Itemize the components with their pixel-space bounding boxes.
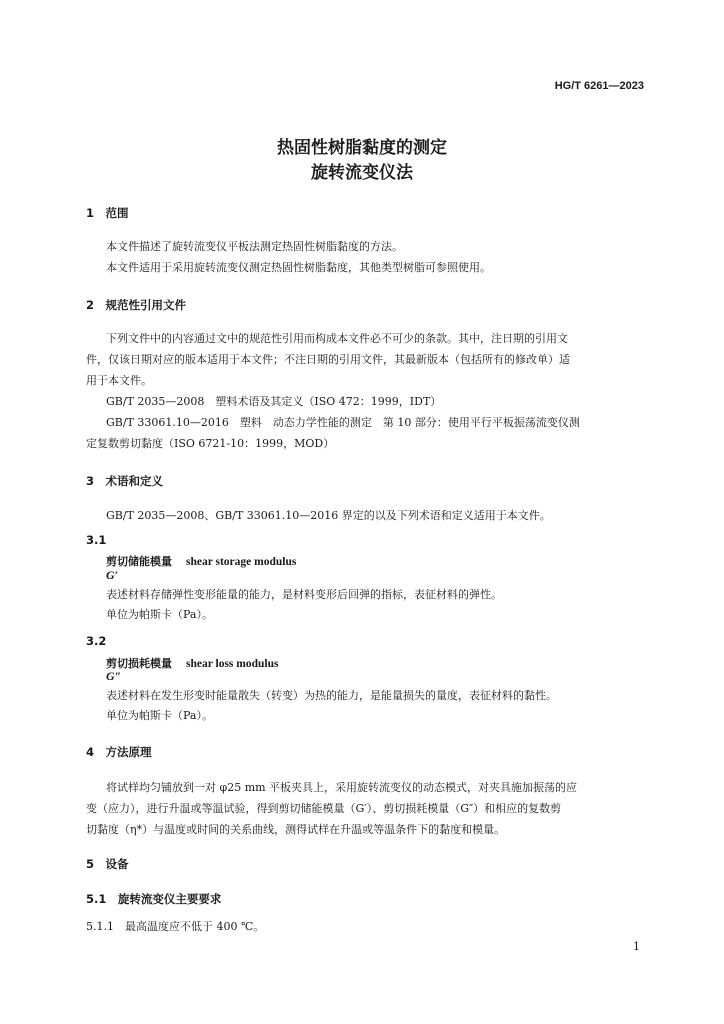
section-5-1-1: 5.1.1 最高温度应不低于 400 ℃。 bbox=[86, 920, 265, 933]
reference-1: GB/T 2035—2008 塑料术语及其定义（ISO 472：1999，IDT） bbox=[106, 395, 442, 408]
section-3-intro: GB/T 2035—2008、GB/T 33061.10—2016 界定的以及下列术语和定义适用于本文件。 bbox=[106, 509, 551, 522]
term-3-1-definition: 表述材料存储弹性变形能量的能力，是材料变形后回弹的指标，表征材料的弹性。 bbox=[106, 588, 502, 601]
section-5-heading: 5 设备 bbox=[86, 857, 129, 871]
section-2-para-line-1: 下列文件中的内容通过文中的规范性引用而构成本文件必不可少的条款。其中，注日期的引用文 bbox=[106, 332, 568, 345]
term-3-1-title bbox=[106, 550, 296, 569]
term-3-1-cn: 剪切储能模量 bbox=[106, 555, 172, 568]
section-4-heading: 4 方法原理 bbox=[86, 745, 152, 759]
term-3-2-definition: 表述材料在发生形变时能量散失（转变）为热的能力，是能量损失的量度，表征材料的黏性。 bbox=[106, 689, 557, 702]
section-1-heading: 1 范围 bbox=[86, 206, 129, 220]
document-title: 热固性树脂黏度的测定 bbox=[277, 138, 447, 158]
section-4-para-line-3: 切黏度（η*）与温度或时间的关系曲线，测得试样在升温或等温条件下的黏度和模量。 bbox=[86, 823, 506, 836]
section-4-para-line-1: 将试样均匀铺放到一对 φ25 mm 平板夹具上，采用旋转流变仪的动态模式，对夹具施加振荡的应 bbox=[106, 781, 578, 794]
section-1-para-1: 本文件描述了旋转流变仪平板法测定热固性树脂黏度的方法。 bbox=[106, 240, 403, 253]
term-3-2-unit: 单位为帕斯卡（Pa）。 bbox=[106, 709, 213, 722]
term-3-2-en: shear loss modulus bbox=[186, 658, 279, 670]
term-3-2-symbol: G″ bbox=[106, 669, 122, 683]
section-4-para-line-2: 变（应力），进行升温或等温试验，得到剪切储能模量（G′）、剪切损耗模量（G″）和相应的复数剪 bbox=[86, 802, 562, 815]
section-2-para-line-3: 用于本文件。 bbox=[86, 374, 152, 387]
reference-2-line-1: GB/T 33061.10—2016 塑料 动态力学性能的测定 第 10 部分：使用平行平板振荡流变仪测 bbox=[106, 416, 580, 429]
term-3-1-number: 3.1 bbox=[86, 533, 107, 547]
standard-code: HG/T 6261—2023 bbox=[554, 80, 644, 92]
section-2-heading: 2 规范性引用文件 bbox=[86, 298, 187, 312]
term-3-2-title bbox=[106, 652, 278, 671]
term-3-2-cn: 剪切损耗模量 bbox=[106, 657, 172, 670]
term-3-1-symbol: G′ bbox=[106, 568, 119, 582]
reference-2-line-2: 定复数剪切黏度（ISO 6721-10：1999，MOD） bbox=[86, 437, 335, 450]
section-3-heading: 3 术语和定义 bbox=[86, 474, 164, 488]
document-subtitle: 旋转流变仪法 bbox=[311, 163, 413, 183]
section-5-1-heading: 5.1 旋转流变仪主要要求 bbox=[86, 892, 222, 906]
term-3-1-unit: 单位为帕斯卡（Pa）。 bbox=[106, 608, 213, 621]
section-1-para-2: 本文件适用于采用旋转流变仪测定热固性树脂黏度，其他类型树脂可参照使用。 bbox=[106, 261, 491, 274]
term-3-2-number: 3.2 bbox=[86, 634, 107, 648]
section-2-para-line-2: 件，仅该日期对应的版本适用于本文件；不注日期的引用文件，其最新版本（包括所有的修改单）适 bbox=[86, 353, 570, 366]
page-number: 1 bbox=[633, 940, 640, 953]
term-3-1-en: shear storage modulus bbox=[186, 556, 297, 568]
